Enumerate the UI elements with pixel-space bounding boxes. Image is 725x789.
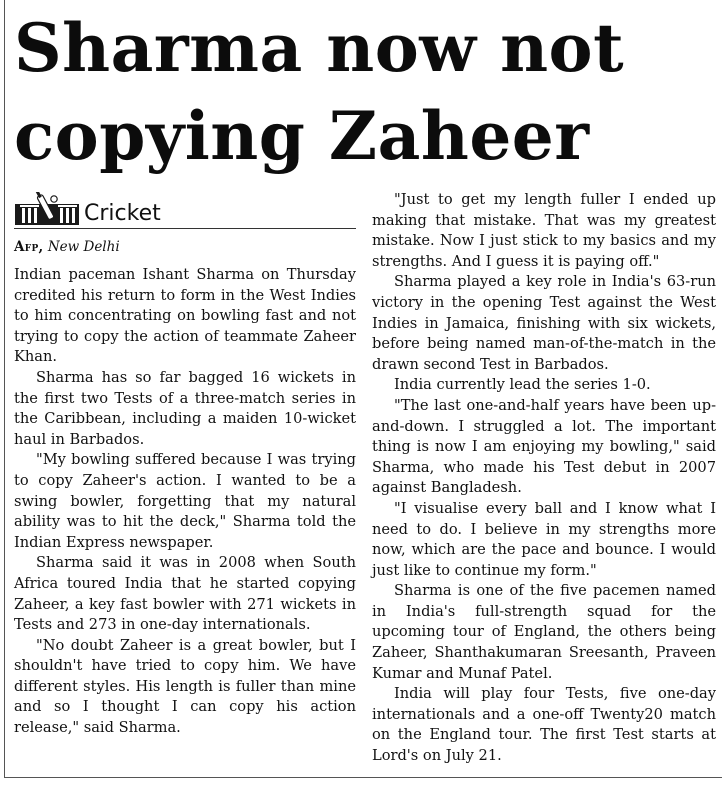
page-left-rule (4, 0, 5, 778)
story-left (14, 265, 356, 739)
headline-line-2: copying Zaheer (14, 97, 590, 175)
story-paragraph: "No doubt Zaheer is a great bowler, but I shouldn't have tried to copy him. We have different styles. His length is fuller than mine and so I thought I can copy his action release," said Sharma. (14, 636, 356, 737)
section-label: Cricket (84, 201, 161, 226)
story-paragraph: "The last one-and-half years have been up-and-down. I struggled a lot. The important thing is now I am enjoying my bowling," said Sharma, who made his Test debut in 2007 against Bangladesh. (372, 396, 716, 497)
story-paragraph: Sharma said it was in 2008 when South Africa toured India that he started copying Zaheer, a key fast bowler with 271 wickets in Tests and 273 in one-day internationals. (14, 554, 356, 634)
byline-agency: Afp, (14, 239, 44, 255)
story-paragraph: India will play four Tests, five one-day internationals and a one-off Twenty20 match on the England tour. The first Test starts at Lord's on July 21. (372, 685, 716, 765)
story-right (372, 190, 716, 767)
byline (14, 237, 356, 257)
story-paragraph: Sharma has so far bagged 16 wickets in the first two Tests of a three-match series in the Caribbean, including a maiden 10-wicket haul in Barbados. (14, 368, 356, 448)
page-bottom-rule (4, 777, 722, 778)
byline-dateline: New Delhi (47, 239, 120, 255)
article-column-right (372, 190, 716, 767)
story-paragraph: "I visualise every ball and I know what I need to do. I believe in my strengths more now, which are the pace and bounce. I would just like to continue my form." (372, 499, 716, 579)
story-paragraph: "Just to get my length fuller I ended up making that mistake. That was my greatest mistake. Now I just stick to my basics and my strengths. And I guess it is paying off." (372, 191, 716, 270)
story-paragraph: Sharma is one of the five pacemen named in India's full-strength squad for the upcoming tour of England, the others being Zaheer, Shanthakumaran Sreesanth, Praveen Kumar and Munaf Patel. (372, 582, 716, 682)
story-paragraph: Sharma played a key role in India's 63-run victory in the opening Test against the West Indies in Jamaica, finishing with six wickets, before being named man-of-the-match in the drawn second Test in Barbados. (372, 273, 716, 373)
headline (14, 4, 714, 180)
headline-line-1: Sharma now not (14, 9, 625, 87)
article-column-left (14, 190, 356, 739)
section-header (14, 190, 356, 229)
story-paragraph: India currently lead the series 1-0. (394, 376, 651, 394)
story-paragraph: "My bowling suffered because I was trying to copy Zaheer's action. I wanted to be a swing bowler, forgetting that my natural ability was to hit the deck," Sharma told the Indian Express newspaper. (14, 451, 356, 551)
cricket-stumps-bat-icon (14, 192, 80, 226)
story-paragraph: Indian paceman Ishant Sharma on Thursday credited his return to form in the West Indies to him concentrating on bowling fast and not trying to copy the action of teammate Zaheer Khan. (14, 266, 356, 366)
